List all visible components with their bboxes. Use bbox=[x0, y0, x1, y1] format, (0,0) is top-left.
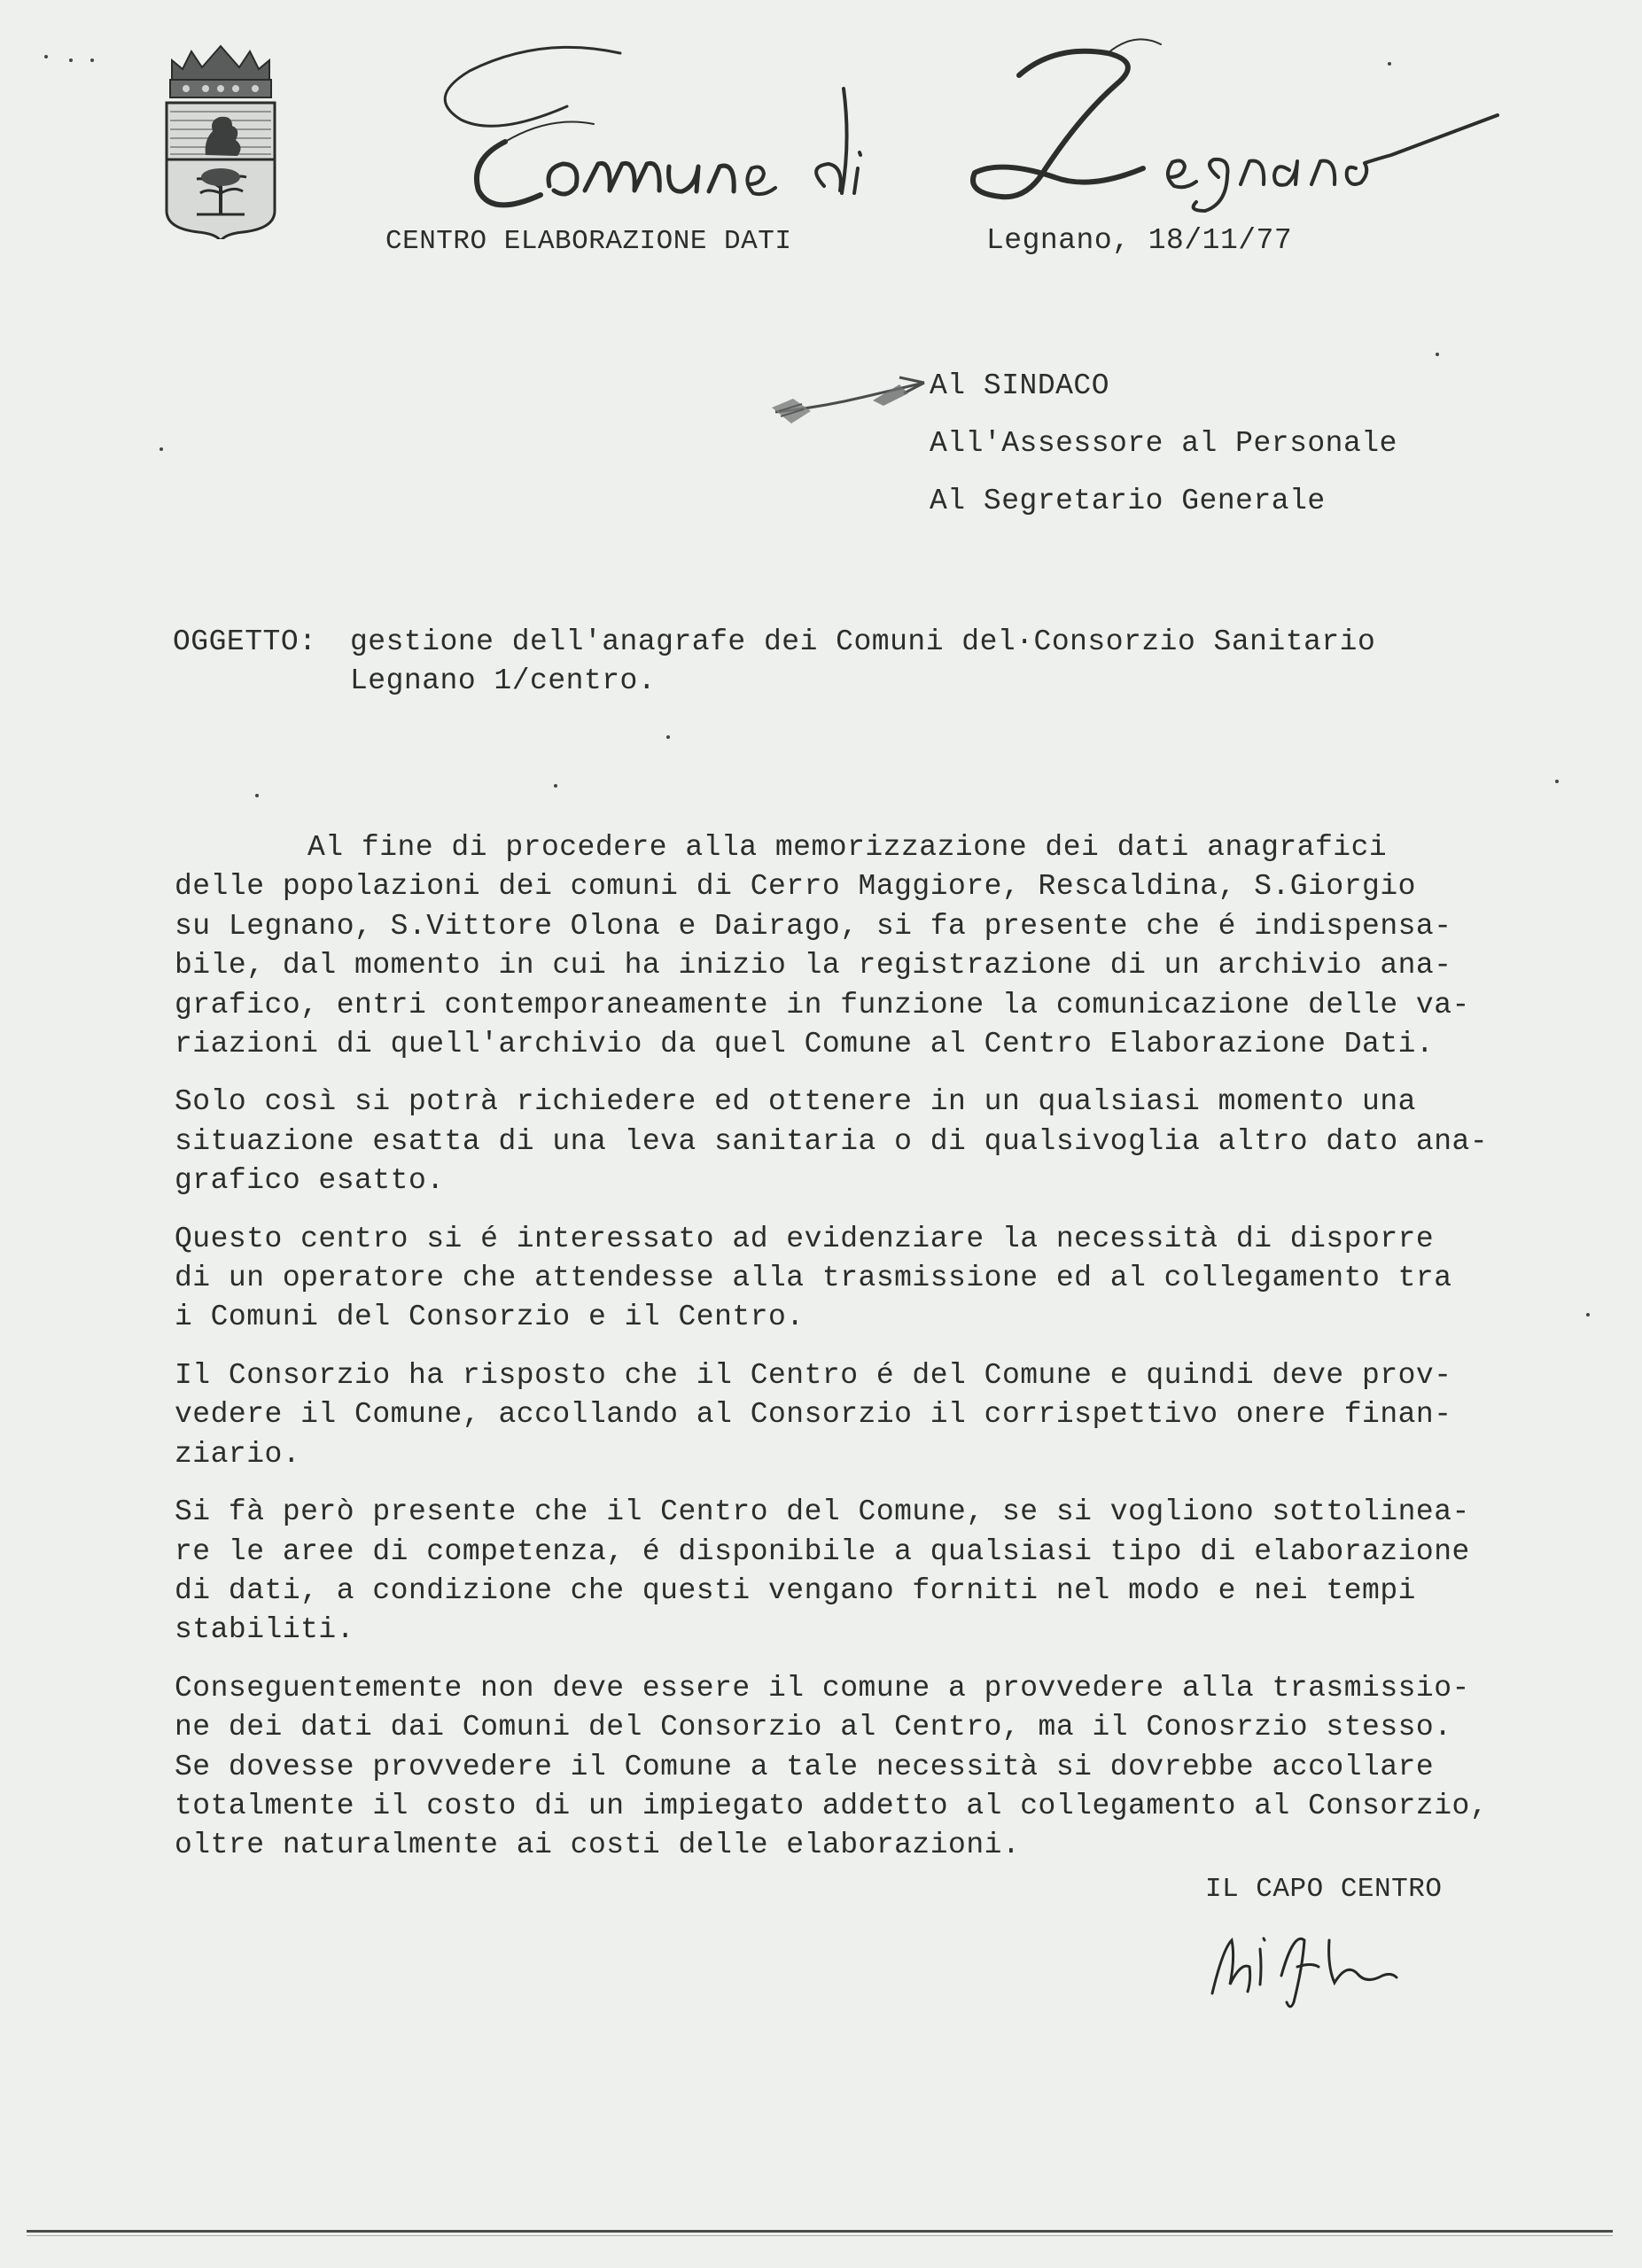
body-line: grafico esatto. bbox=[175, 1164, 445, 1198]
body-line: vedere il Comune, accollando al Consorzio il corrispettivo onere finan- bbox=[175, 1398, 1452, 1432]
paragraph-5 bbox=[175, 1493, 1592, 1651]
recipient-sindaco: Al SINDACO bbox=[930, 369, 1110, 402]
body-line: Questo centro si é interessato ad evidenziare la necessità di disporre bbox=[175, 1222, 1435, 1255]
scan-speck bbox=[90, 58, 94, 62]
body-line: i Comuni del Consorzio e il Centro. bbox=[175, 1301, 805, 1334]
scan-speck bbox=[1555, 780, 1559, 783]
subject-block bbox=[173, 623, 1375, 701]
body-line: Il Consorzio ha risposto che il Centro é del Comune e quindi deve prov- bbox=[175, 1358, 1452, 1392]
body-line: di un operatore che attendesse alla trasmissione ed al collegamento tra bbox=[175, 1262, 1452, 1295]
department-name: CENTRO ELABORAZIONE DATI bbox=[385, 226, 792, 257]
letter-body bbox=[175, 828, 1592, 1884]
body-line: su Legnano, S.Vittore Olona e Dairago, si fa presente che é indispensa- bbox=[175, 909, 1452, 943]
body-line: ziario. bbox=[175, 1437, 301, 1471]
recipient-list bbox=[930, 357, 1397, 530]
scan-speck bbox=[666, 735, 670, 739]
legnano-coat-of-arms-icon bbox=[161, 44, 280, 239]
body-line: oltre naturalmente ai costi delle elaborazioni. bbox=[175, 1829, 1021, 1862]
body-line: Solo così si potrà richiedere ed ottenere in un qualsiasi momento una bbox=[175, 1085, 1416, 1119]
body-line: situazione esatta di una leva sanitaria o di qualsivoglia altro dato ana- bbox=[175, 1124, 1489, 1158]
subject-line-1: gestione dell'anagrafe dei Comuni del·Consorzio Sanitario bbox=[350, 625, 1376, 658]
paragraph-3 bbox=[175, 1220, 1592, 1338]
body-line: bile, dal momento in cui ha inizio la registrazione di un archivio ana- bbox=[175, 949, 1452, 983]
handwritten-signature-icon bbox=[1205, 1914, 1418, 2011]
hand-drawn-arrow-icon bbox=[767, 372, 935, 434]
body-line: Conseguentemente non deve essere il comune a provvedere alla trasmissio- bbox=[175, 1671, 1470, 1705]
body-line: Al fine di procedere alla memorizzazione dei dati anagrafici bbox=[307, 831, 1388, 864]
scan-speck bbox=[1436, 353, 1439, 356]
paragraph-4 bbox=[175, 1356, 1592, 1474]
comune-di-legnano-script-logo bbox=[434, 35, 1515, 213]
recipient-assessore: All'Assessore al Personale bbox=[930, 427, 1397, 460]
place-and-date: Legnano, 18/11/77 bbox=[986, 224, 1293, 257]
subject-label: OGGETTO: bbox=[173, 625, 317, 658]
scan-speck bbox=[255, 794, 259, 797]
body-line: ne dei dati dai Comuni del Consorzio al Centro, ma il Conosrzio stesso. bbox=[175, 1711, 1452, 1744]
scan-speck bbox=[1586, 1313, 1590, 1317]
body-line: stabiliti. bbox=[175, 1613, 355, 1647]
scan-speck bbox=[160, 447, 163, 451]
scan-speck bbox=[1388, 62, 1391, 66]
paragraph-6 bbox=[175, 1669, 1592, 1866]
subject-line-2: Legnano 1/centro. bbox=[350, 664, 657, 697]
bottom-rule-shadow bbox=[27, 2235, 1613, 2236]
body-line: delle popolazioni dei comuni di Cerro Maggiore, Rescaldina, S.Giorgio bbox=[175, 870, 1416, 904]
scan-speck bbox=[69, 58, 73, 62]
scan-speck bbox=[554, 784, 557, 788]
body-line: Si fà però presente che il Centro del Comune, se si vogliono sottolinea- bbox=[175, 1495, 1470, 1529]
recipient-segretario: Al Segretario Generale bbox=[930, 485, 1326, 517]
scan-speck bbox=[44, 55, 48, 58]
body-line: di dati, a condizione che questi vengano forniti nel modo e nei tempi bbox=[175, 1573, 1416, 1607]
bottom-rule bbox=[27, 2230, 1613, 2233]
paragraph-2 bbox=[175, 1083, 1592, 1200]
body-line: totalmente il costo di un impiegato addetto al collegamento al Consorzio, bbox=[175, 1789, 1489, 1822]
body-line: riazioni di quell'archivio da quel Comune al Centro Elaborazione Dati. bbox=[175, 1028, 1435, 1061]
body-line: Se dovesse provvedere il Comune a tale necessità si dovrebbe accollare bbox=[175, 1750, 1435, 1783]
closing-title: IL CAPO CENTRO bbox=[1205, 1874, 1443, 1905]
body-line: re le aree di competenza, é disponibile a qualsiasi tipo di elaborazione bbox=[175, 1534, 1470, 1568]
body-line: grafico, entri contemporaneamente in funzione la comunicazione delle va- bbox=[175, 988, 1470, 1021]
paragraph-1 bbox=[175, 828, 1592, 1064]
